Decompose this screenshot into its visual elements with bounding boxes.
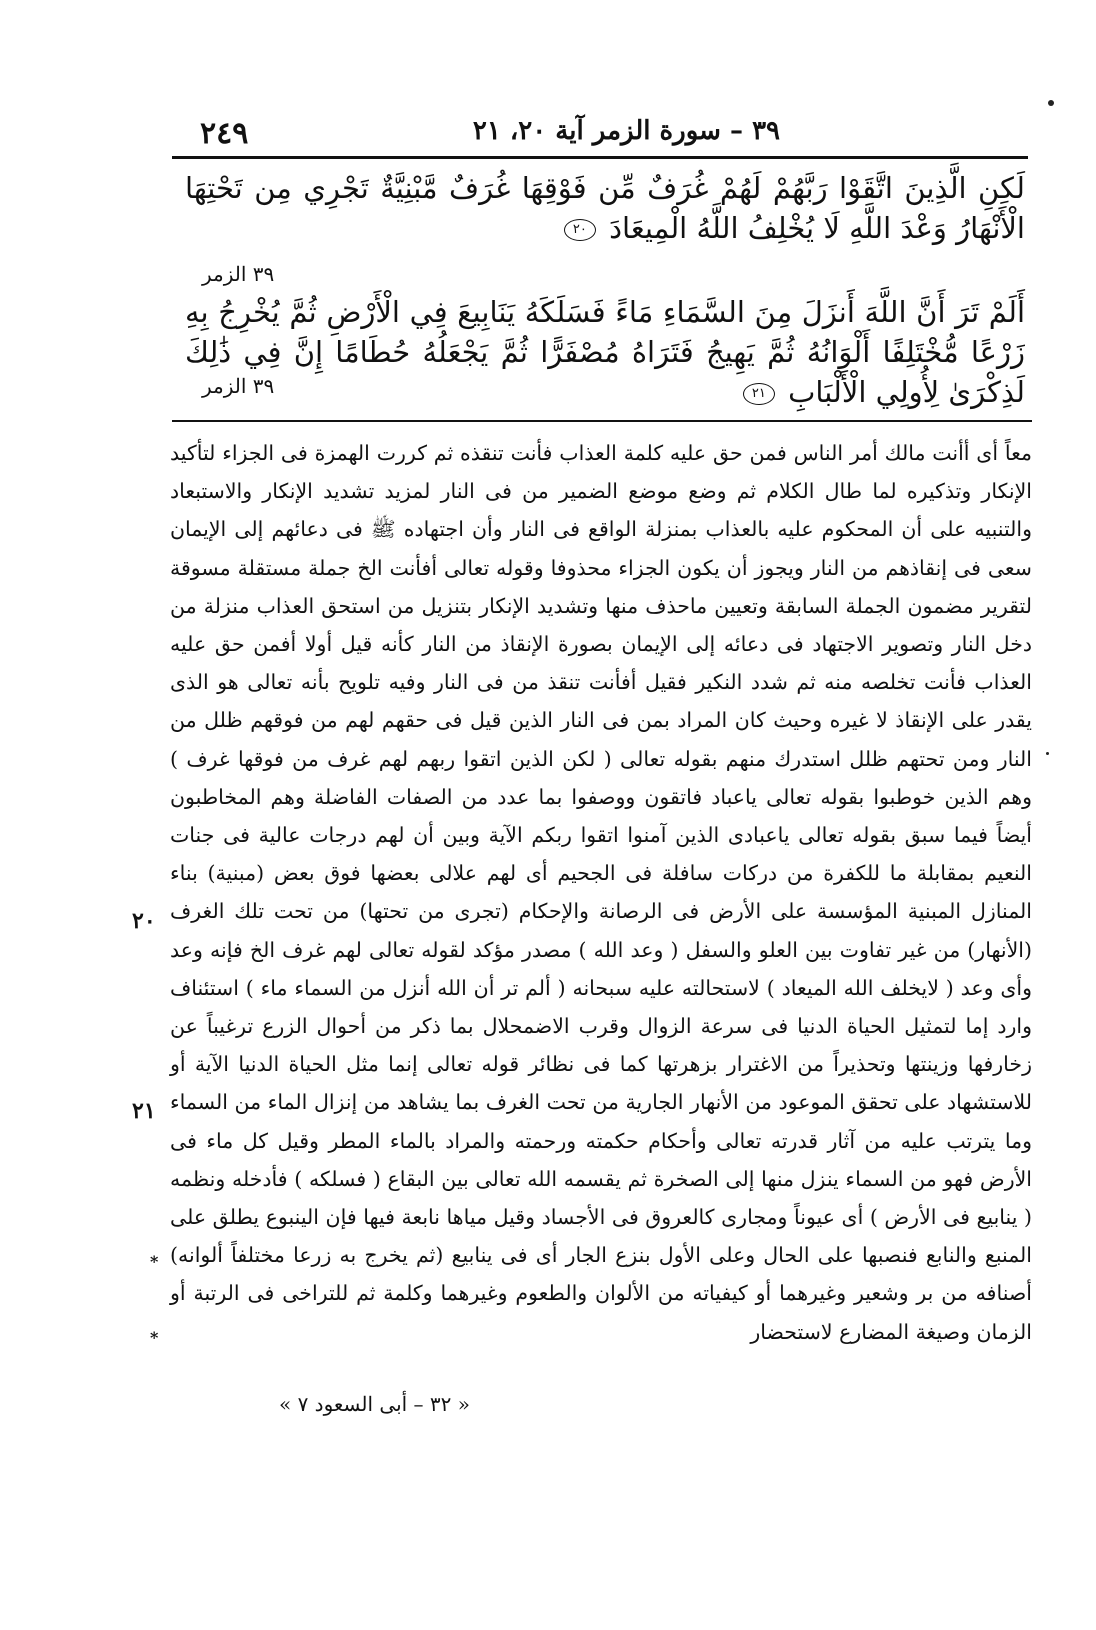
surah-label: ٣٩ الزمر: [202, 262, 275, 286]
quran-verse-20: [185, 168, 1025, 248]
header-rule: [172, 156, 1028, 159]
quran-verse-21: [185, 292, 1025, 412]
scan-speck: [1046, 752, 1049, 755]
margin-verse-number: ٢٠: [132, 908, 156, 934]
page-header: [170, 110, 1030, 156]
verse-number-marker: ٢٠: [564, 219, 596, 241]
tafsir-commentary: [170, 434, 1032, 1351]
margin-verse-number: ٢١: [132, 1098, 156, 1124]
surah-label: ٣٩ الزمر: [202, 374, 275, 398]
signature-footer: « ٣٢ – أبى السعود ٧ »: [278, 1392, 470, 1416]
scan-speck: [1048, 100, 1054, 106]
running-title: ٣٩ – سورة الزمر آية ٢٠، ٢١: [472, 116, 780, 146]
commentary-paragraph: معاً أى أأنت مالك أمر الناس فمن حق عليه كلمة العذاب فأنت تنقذه ثم كررت الهمزة فى الجزاء لتأكيد الإنكار وتذكيره لما طال الكلام ثم وضع موضع الضمير من فى النار لمزيد تشديد الإنكار والاستبعاد والتنبيه على أن المحكوم عليه بالعذاب بمنزلة الواقع فى النار وأن اجتهاده ﷺ فى دعائهم إلى الإيمان سعى فى إنقاذهم من النار ويجوز أن يكون الجزاء محذوفا وقوله تعالى أفأنت الخ جملة مستقلة مسوقة لتقرير مضمون الجملة السابقة وتعيين ماحذف منها وتشديد الإنكار بتنزيل من استحق العذاب منزلة من دخل النار وتصوير الاجتهاد فى دعائه إلى الإيمان بصورة الإنقاذ من النار كأنه قيل أولا أفمن حق عليه العذاب فأنت تخلصه منه ثم شدد النكير فقيل أفأنت تنقذ من فى النار وفيه تلويح بأنه تعالى هو الذى يقدر على الإنقاذ لا غيره وحيث كان المراد بمن فى النار الذين قيل فى حقهم لهم من فوقهم ظلل من النار ومن تحتهم ظلل استدرك منهم بقوله تعالى ( لكن الذين اتقوا ربهم لهم غرف من فوقها غرف ) وهم الذين خوطبوا بقوله تعالى ياعباد فاتقون ووصفوا بما عدد من الصفات الفاضلة وهم المخاطبون أيضاً فيما سبق بقوله تعالى ياعبادى الذين آمنوا اتقوا ربكم الآية وبين أن لهم درجات عالية فى جنات النعيم بمقابلة ما للكفرة من دركات سافلة فى الجحيم أى لهم علالى بعضها فوق بعض (مبنية) بناء المنازل المبنية المؤسسة على الأرض فى الرصانة والإحكام (تجرى من تحتها) من تحت تلك الغرف (الأنهار) من غير تفاوت بين العلو والسفل ( وعد الله ) مصدر مؤكد لقوله تعالى لهم غرف الخ فإنه وعد وأى وعد ( لايخلف الله الميعاد ) لاستحالته عليه سبحانه ( ألم تر أن الله أنزل من السماء ماء ) استئناف وارد إما لتمثيل الحياة الدنيا فى سرعة الزوال وقرب الاضمحلال بما ذكر من أحوال الزرع ترغيباً عن زخارفها وزينتها وتحذيراً من الاغترار بزهرتها كما فى نظائر قوله تعالى إنما مثل الحياة الدنيا الآية أو للاستشهاد على تحقق الموعود من الأنهار الجارية من تحت الغرف بما يشاهد من إنزال الماء من السماء وما يترتب عليه من آثار قدرته تعالى وأحكام حكمته ورحمته والمراد بالماء المطر وقيل كل ماء فى الأرض فهو من السماء ينزل منها إلى الصخرة ثم يقسمه الله تعالى بين البقاع ( فسلكه ) فأدخله ونظمه ( ينابيع فى الأرض ) أى عيوناً ومجارى كالعروق فى الأجساد وقيل مياها نابعة فيها فإن الينبوع يطلق على المنبع والنابع فنصبها على الحال وعلى الأول بنزع الجار أى فى ينابيع (ثم يخرج به زرعا مختلفاً ألوانه) أصنافه من بر وشعير وغيرهما أو كيفياته من الألوان والطعوم وغيرهما وكلمة ثم للتراخى فى الرتبة أو الزمان وصيغة المضارع لاستحضار: [170, 441, 1032, 1344]
margin-star-icon: *: [150, 1252, 159, 1271]
page-number: ٢٤٩: [200, 116, 249, 151]
margin-star-icon: *: [150, 1328, 159, 1347]
section-divider: [172, 420, 1032, 422]
verse-text: لَكِنِ الَّذِينَ اتَّقَوْا رَبَّهُمْ لَهُمْ غُرَفٌ مِّن فَوْقِهَا غُرَفٌ مَّبْنِيَّةٌ تَجْرِي مِن تَحْتِهَا الْأَنْهَارُ وَعْدَ اللَّهِ لَا يُخْلِفُ اللَّهُ الْمِيعَادَ: [185, 171, 1025, 245]
verse-number-marker: ٢١: [743, 383, 775, 405]
verse-text: أَلَمْ تَرَ أَنَّ اللَّهَ أَنزَلَ مِنَ السَّمَاءِ مَاءً فَسَلَكَهُ يَنَابِيعَ فِي الْأَرْضِ ثُمَّ يُخْرِجُ بِهِ زَرْعًا مُّخْتَلِفًا أَلْوَانُهُ ثُمَّ يَهِيجُ فَتَرَاهُ مُصْفَرًّا ثُمَّ يَجْعَلُهُ حُطَامًا إِنَّ فِي ذَٰلِكَ لَذِكْرَىٰ لِأُولِي الْأَلْبَابِ: [185, 295, 1025, 409]
